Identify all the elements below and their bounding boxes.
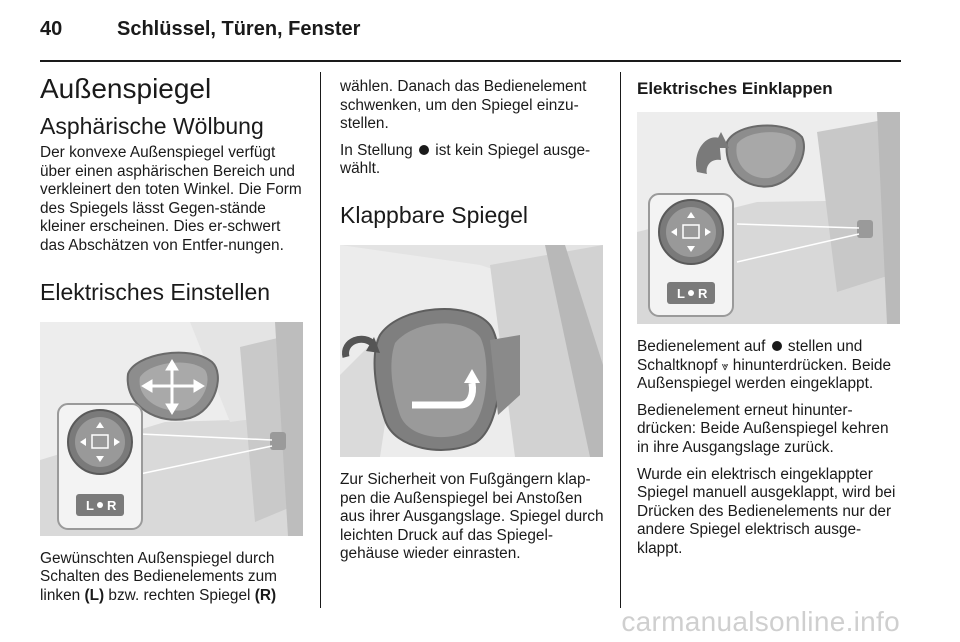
neutral-dot-icon [419,145,429,155]
column-3 [637,78,902,567]
fold-button-icon: ⩔ [721,358,729,373]
heading-aspherical: Asphärische Wölbung [40,113,264,139]
neutral-position-text: In Stellung ist kein Spiegel ausge-wählt. [340,141,591,178]
fold-in-text: Bedienelement auf stellen und Schaltknopf ⩔ hinunterdrücken. Beide Außenspiegel werden eingeklappt. [637,338,892,393]
neutral-dot-icon [772,341,782,351]
page-number: 40 [40,18,63,40]
electric-adjust-text: Gewünschten Außenspiegel durch Schalten des Bedienelements zum linken (L) bzw. rechten Spiegel (R) [40,549,277,604]
column-1 [40,72,305,613]
right-mirror-code: (R) [254,586,277,604]
switch-label-right: R [698,286,708,301]
column-divider-2 [620,72,621,608]
watermark: carmanualsonline.info [621,606,900,637]
figure-folding-mirror [340,245,603,457]
switch-label-left: L [86,497,94,513]
heading-folding-mirrors: Klappbare Spiegel [340,201,528,228]
figure-electric-folding [637,112,900,324]
column-2 [340,78,605,572]
fold-out-text: Bedienelement erneut hinunter-drücken: Beide Außenspiegel kehren in ihre Ausgangslage zurück. [637,401,889,456]
heading-electric-folding: Elektrisches Einklappen [637,79,833,98]
header-rule [40,60,901,62]
column-divider-1 [320,72,321,608]
aspherical-text: Der konvexe Außenspiegel verfügt über einen asphärischen Bereich und verkleinert den toten Winkel. Die Form des Spiegels lässt Gegen-stände kleiner erscheinen. Dies er-schwert das Abschätzen von Entfer-nungen. [40,144,302,254]
left-mirror-code: (L) [84,586,105,604]
select-continuation-text: wählen. Danach das Bedienelement schwenken, um den Spiegel einzu-stellen. [340,78,587,133]
heading-electric-adjust: Elektrisches Einstellen [40,278,271,305]
pedestrian-safety-text: Zur Sicherheit von Fußgängern klap-pen die Außenspiegel bei Anstoßen aus ihrer Ausgangslage. Spiegel durch leichten Druck auf das Spiegel-gehäuse wieder einrasten. [340,470,604,563]
running-head: Schlüssel, Türen, Fenster [117,18,361,40]
figure-mirror-adjust [40,322,303,536]
manual-fold-note-text: Wurde ein elektrisch eingeklappter Spiegel manuell ausgeklappt, wird bei Drücken des Bedienelements nur der andere Spiegel elektrisch ausge-klappt. [637,465,896,557]
main-title: Außenspiegel [40,73,212,104]
switch-label-right: R [107,497,117,513]
switch-label-left: L [677,286,685,301]
